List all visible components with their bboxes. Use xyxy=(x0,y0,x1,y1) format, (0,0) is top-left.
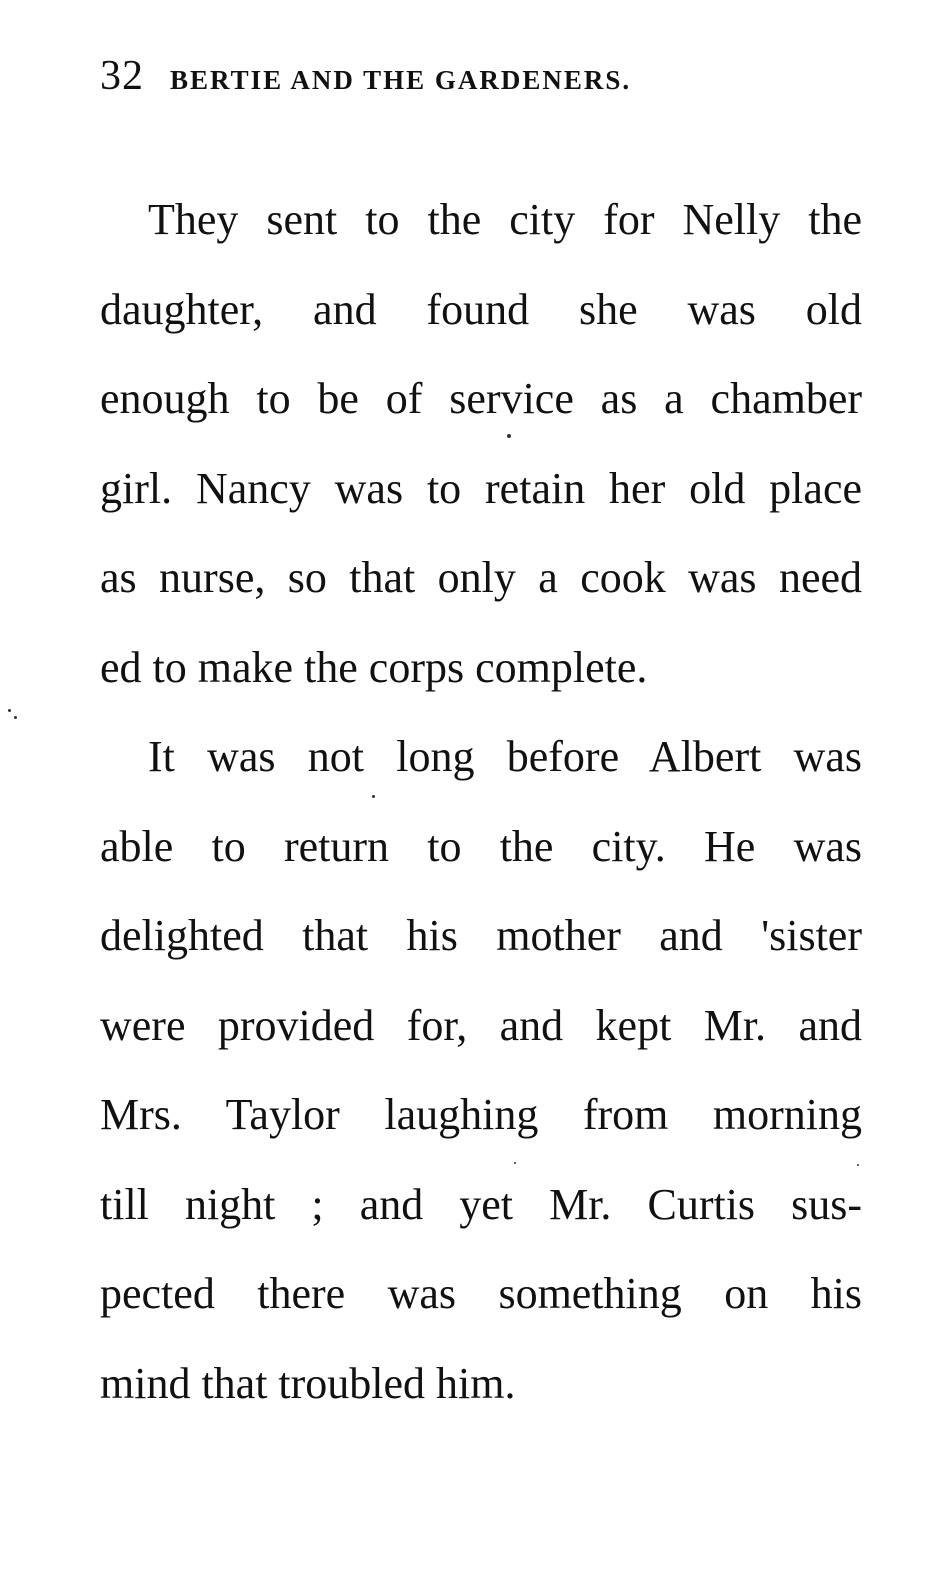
text-line: mind that troubled him. xyxy=(100,1358,516,1408)
text-line: It was not long before Albert was xyxy=(148,732,862,781)
running-head xyxy=(100,52,800,102)
scan-speck xyxy=(8,709,11,712)
text-line: pected there was something on his xyxy=(100,1269,862,1318)
page-number: 32 xyxy=(100,53,144,99)
body-text xyxy=(100,175,862,1428)
scan-speck xyxy=(507,434,511,438)
text-line: daughter, and found she was old xyxy=(100,284,862,334)
text-line: Mrs. Taylor laughing from morning xyxy=(100,1090,862,1139)
text-line: were provided for, and kept Mr. and xyxy=(100,1000,862,1050)
text-line: as nurse, so that only a cook was need xyxy=(100,553,862,602)
text-line: able to return to the city. He was xyxy=(100,821,862,871)
scan-speck xyxy=(372,795,375,798)
scan-speck xyxy=(857,1164,859,1166)
scan-speck xyxy=(514,1162,516,1164)
text-line: girl. Nancy was to retain her old place xyxy=(100,463,862,513)
text-line: ed to make the corps complete. xyxy=(100,642,648,692)
scan-speck xyxy=(14,716,17,719)
text-line: delighted that his mother and 'sister xyxy=(100,911,862,960)
text-line: They sent to the city for Nelly the xyxy=(148,195,862,244)
text-line: till night ; and yet Mr. Curtis sus- xyxy=(100,1179,862,1229)
running-title: BERTIE AND THE GARDENERS. xyxy=(170,65,632,95)
text-line: enough to be of service as a chamber xyxy=(100,374,862,423)
